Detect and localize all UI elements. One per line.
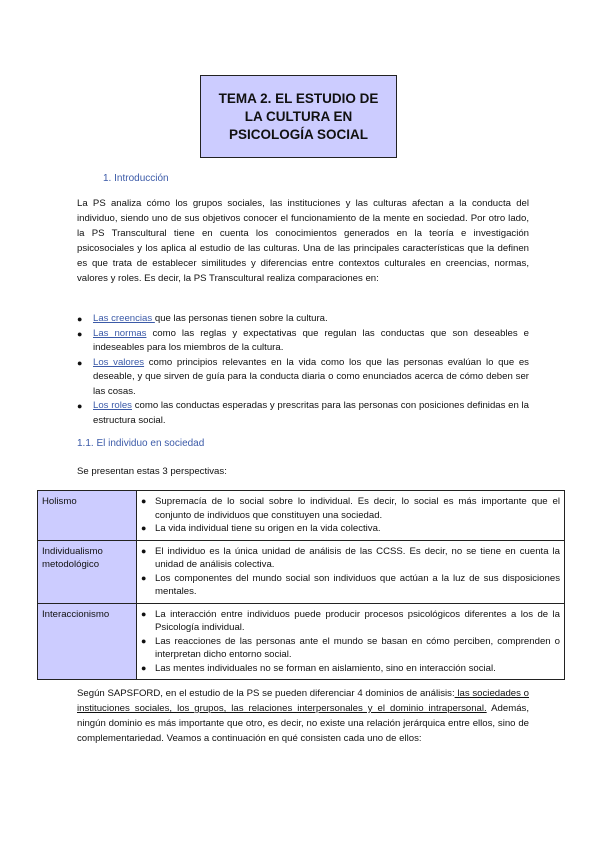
bullet-icon: ● (77, 357, 83, 368)
perspectives-table (37, 490, 565, 680)
bullet-icon: ● (141, 635, 147, 646)
list-item: ● La interacción entre individuos puede producir procesos psicológicos diferentes a los de la Psicología individual. (141, 608, 560, 633)
domains-underlined: las sociedades o instituciones sociales, los grupos, las relaciones interpersonales y el dominio intrapersonal. (77, 688, 529, 714)
intro-paragraph: La PS analiza cómo los grupos sociales, las instituciones y las culturas afectan a la conducta del individuo, siendo uno de sus objetivos conocer el funcionamiento de la mente en sociedad. Por otro lado, la PS Transcultural tiene en cuenta los conocimientos generados en la teoría e investigación psicosociales y los aplica al estudio de las culturas. Una de las principales características que la definen es que trata de establecer similitudes y diferencias entre contextos culturales en creencias, normas, valores y roles. Es decir, la PS Transcultural realiza comparaciones en: (77, 198, 529, 284)
list-item: ● La vida individual tiene su origen en la vida colectiva. (141, 523, 381, 534)
list-item-keyword: Los valores (93, 356, 145, 368)
title-line-1: TEMA 2. EL ESTUDIO DE (218, 90, 379, 106)
list-item: ● El individuo es la única unidad de análisis de las CCSS. Es decir, no se tiene en cuenta la unidad de análisis colectiva. (141, 545, 560, 570)
list-item (77, 327, 529, 356)
title-line-2: LA CULTURA EN (244, 108, 353, 124)
list-item: ● Los componentes del mundo social son individuos que actúan a la luz de sus disposiciones mentales. (141, 572, 560, 597)
perspective-description (137, 540, 565, 603)
list-item-keyword: Los roles (93, 400, 132, 411)
list-item-text: como principios relevantes en la vida como los que las personas evalúan lo que es deseable, y que sirven de guía para la conducta diaria o como enunciados acerca de cómo deben ser las cosas. (93, 356, 529, 397)
perspective-name: Individualismo metodológico (38, 540, 137, 603)
list-item-text: como las reglas y expectativas que regulan las conductas que son deseables e indeseables para los miembros de la cultura. (93, 327, 530, 353)
bullet-icon: ● (141, 608, 147, 619)
document-title (200, 75, 397, 158)
bullet-icon: ● (141, 496, 147, 506)
comparison-list (77, 312, 529, 428)
list-item: ● Las mentes individuales no se forman en aislamiento, sino en interacción social. (141, 662, 496, 674)
bullet-icon: ● (77, 328, 83, 339)
section-heading-introduccion: 1. Introducción (103, 173, 169, 184)
section-heading-individuo: 1.1. El individuo en sociedad (77, 438, 205, 449)
list-item (77, 356, 529, 400)
table-row (38, 603, 565, 680)
list-item: ● Supremacía de lo social sobre lo individual. Es decir, lo social es más importante que el conjunto de individuos que constituyen una sociedad. (141, 496, 560, 521)
bullet-icon: ● (141, 545, 147, 556)
table-row (38, 540, 565, 603)
list-item-keyword: Las creencias (93, 313, 155, 324)
perspective-description (137, 603, 565, 680)
list-item-keyword: Las normas (93, 327, 147, 339)
bullet-icon: ● (141, 572, 147, 583)
sapsford-paragraph: Según SAPSFORD, en el estudio de la PS se pueden diferenciar 4 dominios de análisis: las sociedades o instituciones sociales, los grupos, las relaciones interpersonales y el dominio intrapersonal. Además, ningún dominio es más importante que otro, es decir, no existe una relación jerárquica entre ellos, sino de complementariedad. Veamos a continuación en qué consisten cada uno de ellos: (77, 688, 529, 744)
list-item-text: como las conductas esperadas y prescritas para las personas con posiciones definidas en la estructura social. (93, 400, 529, 426)
table-row (38, 491, 565, 541)
bullet-icon: ● (141, 523, 147, 533)
bullet-icon: ● (141, 662, 147, 673)
bullet-icon: ● (77, 314, 83, 324)
bullet-icon: ● (77, 401, 83, 411)
perspective-name: Interaccionismo (38, 603, 137, 680)
perspectives-intro: Se presentan estas 3 perspectivas: (77, 466, 227, 477)
list-item (77, 399, 529, 428)
list-item (77, 312, 529, 327)
perspective-description (137, 491, 565, 541)
list-item: ● Las reacciones de las personas ante el mundo se basan en cómo perciben, comprenden o interpretan dicho entorno social. (141, 635, 560, 660)
perspective-name: Holismo (38, 491, 137, 541)
title-line-3: PSICOLOGÍA SOCIAL (228, 126, 368, 142)
list-item-text: que las personas tienen sobre la cultura. (154, 313, 328, 324)
